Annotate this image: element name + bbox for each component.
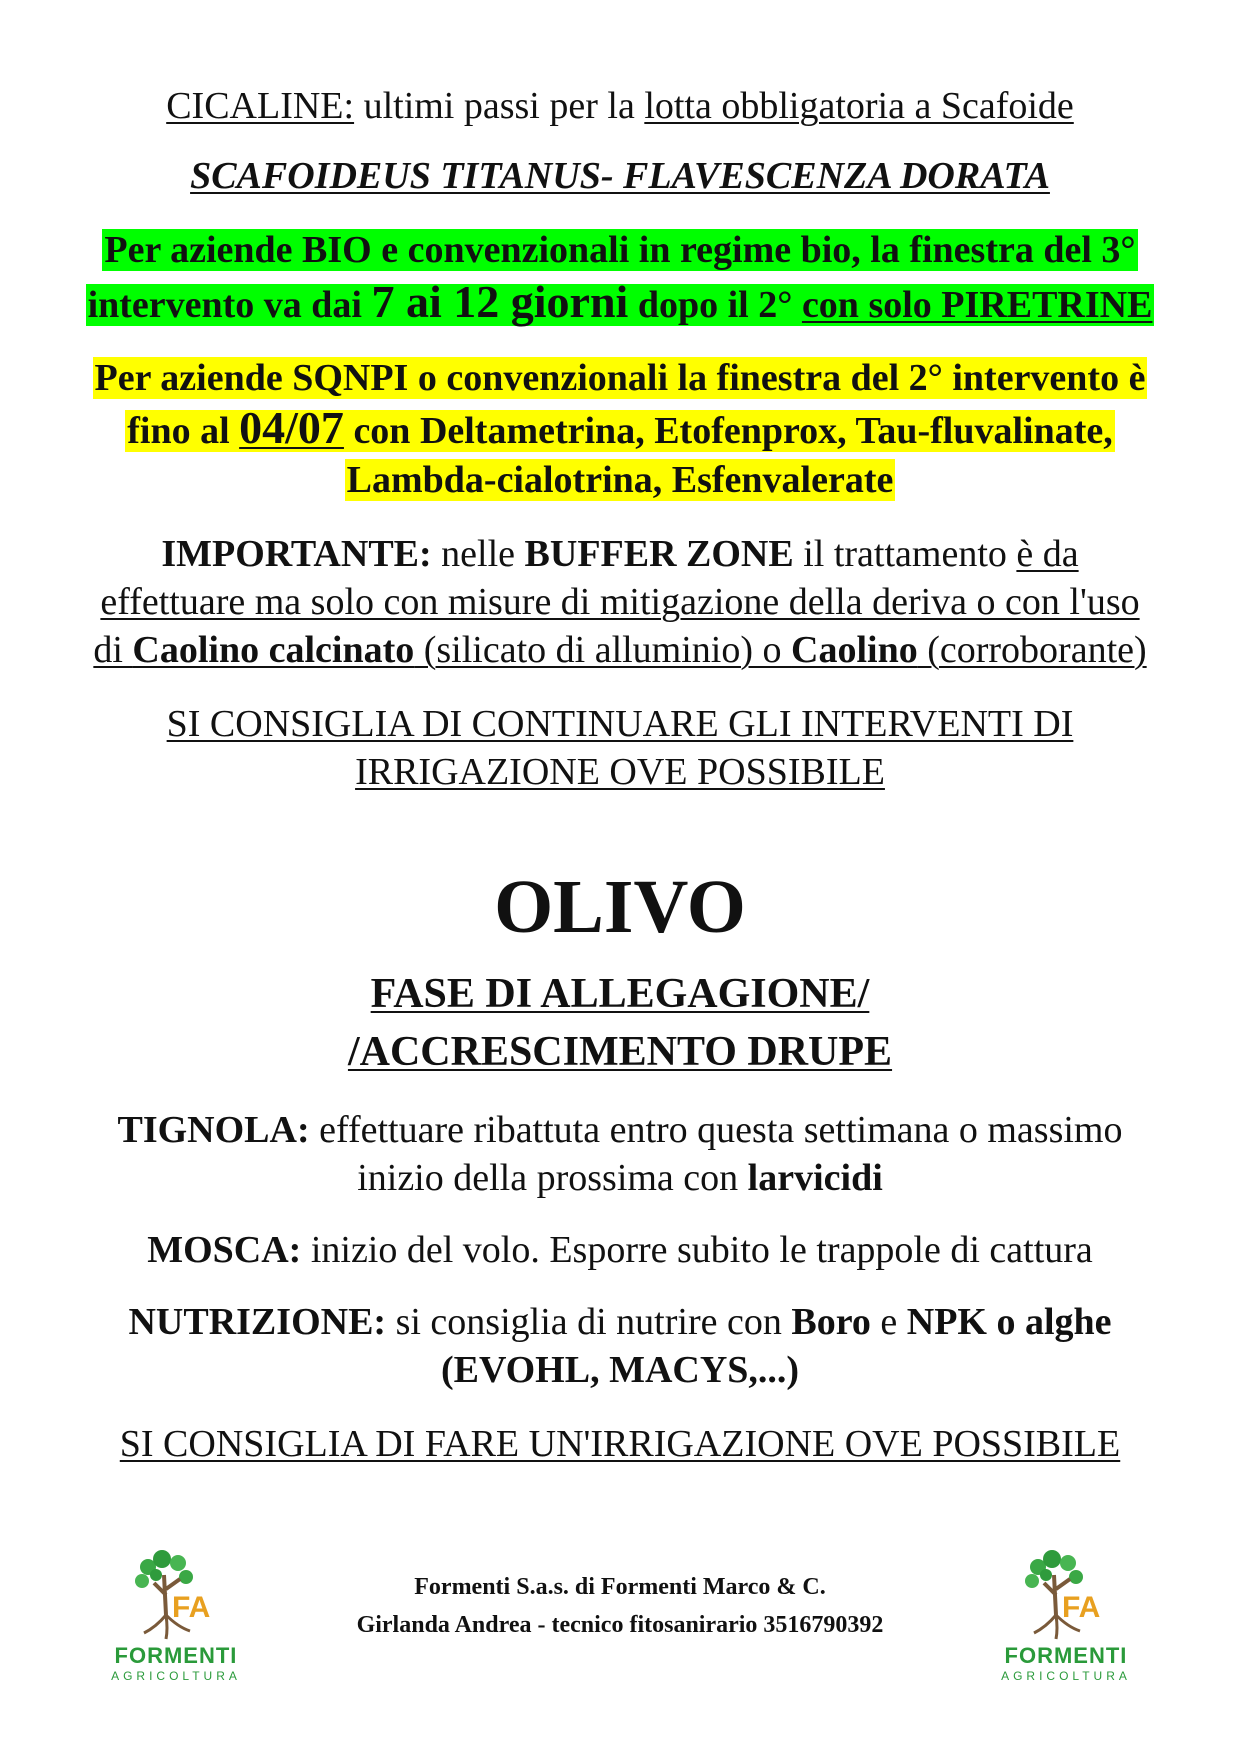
cicaline-link-text: lotta obbligatoria a Scafoide	[644, 85, 1074, 127]
consiglio-1-line-2-text: IRRIGAZIONE OVE POSSIBILE	[355, 751, 885, 793]
tignola-line-2-a: inizio della prossima con	[357, 1157, 748, 1199]
sqnpi-line-2-a: fino al	[127, 410, 240, 452]
bio-piretrine: con solo PIRETRINE	[801, 284, 1153, 326]
larvicidi: larvicidi	[747, 1157, 883, 1199]
svg-text:FA: FA	[1062, 1591, 1101, 1624]
importante-line-1	[0, 530, 1240, 578]
bio-line-2	[0, 278, 1240, 329]
sqnpi-line-1	[0, 354, 1240, 402]
phase-line-2	[0, 1024, 1240, 1080]
tree-icon	[986, 1545, 1146, 1645]
importante-line-3-c: (corroborante)	[917, 629, 1147, 671]
tignola-line-1	[0, 1106, 1240, 1154]
cicaline-heading	[0, 82, 1240, 130]
bio-line-2-highlight	[86, 276, 1155, 327]
formenti-logo-left	[96, 1545, 256, 1695]
logo-name: FORMENTI	[1004, 1643, 1128, 1668]
bio-line-2-b: dopo il 2°	[628, 284, 802, 326]
nutrizione-line-2: (EVOHL, MACYS,...)	[440, 1349, 800, 1391]
importante-t1: nelle	[431, 533, 525, 575]
bio-line-2-a: intervento va dai	[87, 284, 372, 326]
olivo-title: OLIVO	[494, 865, 746, 949]
sqnpi-line-2-b: con	[343, 410, 411, 452]
npk-alghe: NPK o alghe	[906, 1301, 1112, 1343]
sqnpi-line-2-c: Deltametrina, Etofenprox, Tau-fluvalinate,	[410, 410, 1113, 452]
tignola-line-2	[0, 1154, 1240, 1202]
logo-sub: AGRICOLTURA	[111, 1669, 241, 1683]
consiglio-2-line	[0, 1420, 1240, 1468]
importante-line-3	[0, 626, 1240, 674]
importante-u1: è da	[1016, 533, 1079, 575]
sqnpi-date: 04/07	[239, 402, 344, 453]
importante-line-3-a: di	[93, 629, 133, 671]
sqnpi-line-2	[0, 404, 1240, 455]
mosca-text: inizio del volo. Esporre subito le trappole di cattura	[301, 1229, 1093, 1271]
svg-text:FA: FA	[172, 1591, 211, 1624]
importante-line-2	[0, 578, 1240, 626]
logo-name: FORMENTI	[114, 1643, 238, 1668]
formenti-logo-right	[986, 1545, 1146, 1695]
caolino: Caolino	[791, 629, 918, 671]
cicaline-subtitle	[0, 152, 1240, 200]
caolino-calcinato: Caolino calcinato	[132, 629, 415, 671]
cicaline-label: CICALINE:	[166, 85, 355, 127]
logo-sub: AGRICOLTURA	[1001, 1669, 1131, 1683]
phase-line-2-text: /ACCRESCIMENTO DRUPE	[347, 1029, 893, 1075]
phase-line-1	[0, 966, 1240, 1022]
bio-days-range: 7 ai 12 giorni	[371, 276, 629, 327]
sqnpi-line-3-text: Lambda-cialotrina, Esfenvalerate	[346, 459, 894, 501]
nutrizione-t2: e	[870, 1301, 907, 1343]
nutrizione-line-1	[0, 1298, 1240, 1346]
nutrizione-label: NUTRIZIONE:	[128, 1301, 387, 1343]
cicaline-subtitle-text: SCAFOIDEUS TITANUS- FLAVESCENZA DORATA	[190, 155, 1050, 197]
sqnpi-line-2-highlight	[125, 402, 1114, 453]
importante-line-2-text: effettuare ma solo con misure di mitigazione della deriva o con l'uso	[100, 581, 1140, 623]
boro: Boro	[791, 1301, 871, 1343]
bio-line-1-text: Per aziende BIO e convenzionali in regime bio, la finestra del 3°	[104, 229, 1136, 271]
importante-t2: il trattamento	[793, 533, 1017, 575]
footer-contact: Girlanda Andrea - tecnico fitosanirario 3516790392	[356, 1612, 884, 1638]
nutrizione-t1: si consiglia di nutrire con	[386, 1301, 792, 1343]
bio-line-1	[0, 226, 1240, 274]
importante-label: IMPORTANTE:	[161, 533, 432, 575]
buffer-zone-text: BUFFER ZONE	[524, 533, 794, 575]
footer-company: Formenti S.a.s. di Formenti Marco & C.	[414, 1574, 826, 1600]
sqnpi-line-3	[0, 456, 1240, 504]
consiglio-2-text: SI CONSIGLIA DI FARE UN'IRRIGAZIONE OVE POSSIBILE	[119, 1423, 1121, 1465]
importante-line-3-underlined	[93, 629, 1146, 671]
tree-icon	[96, 1545, 256, 1645]
importante-line-3-b: (silicato di alluminio) o	[414, 629, 792, 671]
phase-line-1-text: FASE DI ALLEGAGIONE/	[370, 971, 870, 1017]
consiglio-1-line-1	[0, 700, 1240, 748]
mosca-line	[0, 1226, 1240, 1274]
consiglio-1-line-2	[0, 748, 1240, 796]
cicaline-text: ultimi passi per la	[354, 85, 645, 127]
mosca-label: MOSCA:	[147, 1229, 302, 1271]
consiglio-1-line-1-text: SI CONSIGLIA DI CONTINUARE GLI INTERVENTI DI	[166, 703, 1074, 745]
tignola-line-1-text: effettuare ribattuta entro questa settimana o massimo	[309, 1109, 1123, 1151]
sqnpi-line-1-text: Per aziende SQNPI o convenzionali la finestra del 2° intervento è	[94, 357, 1146, 399]
tignola-label: TIGNOLA:	[117, 1109, 310, 1151]
